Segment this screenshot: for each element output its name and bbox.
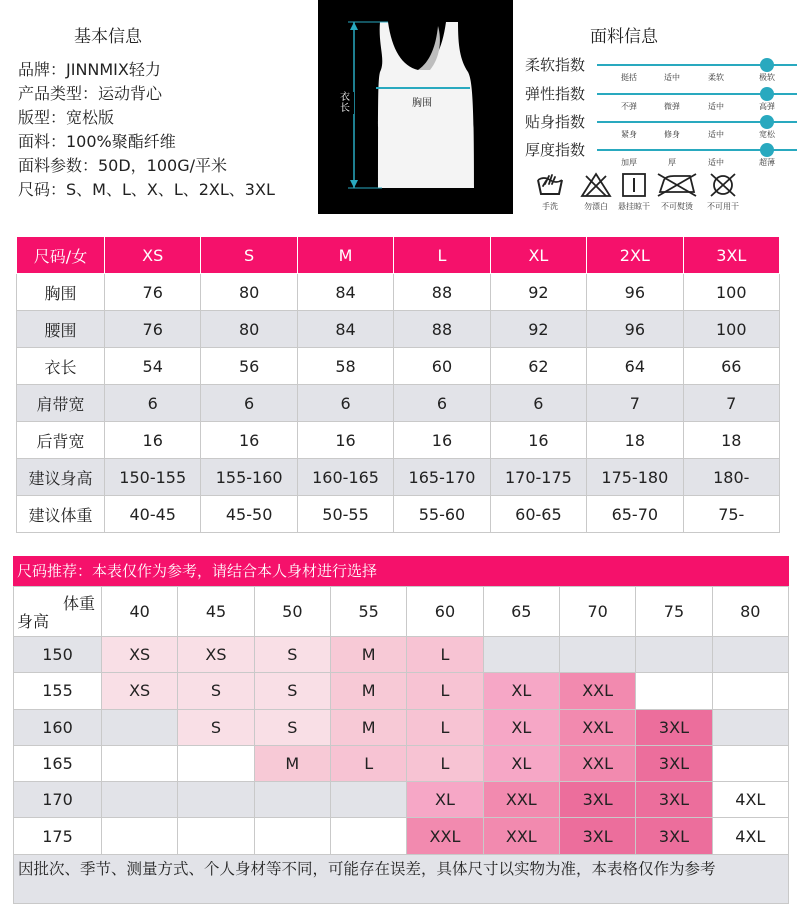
care-label: 不可熨烫 (661, 202, 693, 211)
recommend-cell (330, 782, 406, 818)
product-photo (318, 0, 513, 214)
care-item (614, 172, 654, 216)
table-cell: 76 (105, 311, 201, 348)
table-cell: 56 (201, 348, 297, 385)
recommend-cell: XXL (407, 818, 483, 854)
table-cell: 88 (394, 311, 490, 348)
weight-column-header: 50 (254, 587, 330, 637)
row-label: 建议体重 (17, 496, 105, 533)
table-row (14, 673, 789, 709)
no-tumble-dry-icon (700, 172, 746, 198)
table-cell: 80 (201, 311, 297, 348)
fabric-index-option: 挺括 (621, 73, 637, 82)
weight-column-header: 70 (559, 587, 635, 637)
fabric-index-option: 厚 (668, 158, 676, 167)
table-row (14, 637, 789, 673)
recommend-cell: 3XL (559, 782, 635, 818)
weight-column-header: 80 (712, 587, 788, 637)
corner-weight-label: 体重 (62, 594, 95, 613)
recommend-cell: 3XL (559, 818, 635, 854)
size-column-header: L (394, 237, 490, 274)
recommend-cell: XXL (483, 818, 559, 854)
table-row (17, 385, 780, 422)
fabric-index-marker (760, 58, 774, 72)
no-iron-icon (652, 172, 702, 198)
table-row (17, 496, 780, 533)
recommend-cell (712, 637, 788, 673)
basic-info-line: 产品类型：运动背心 (18, 84, 163, 103)
recommend-cell (254, 782, 330, 818)
recommend-cell: M (330, 637, 406, 673)
table-cell: 64 (587, 348, 683, 385)
table-cell: 92 (490, 311, 586, 348)
corner-height-label: 身高 (17, 612, 50, 631)
table-cell: 54 (105, 348, 201, 385)
recommend-cell (636, 637, 712, 673)
table-cell: 6 (201, 385, 297, 422)
size-table (16, 236, 780, 533)
table-row (14, 818, 789, 854)
care-label: 勿漂白 (584, 202, 608, 211)
recommend-cell (178, 782, 254, 818)
recommend-cell: XXL (559, 745, 635, 781)
fabric-index-option: 适中 (664, 73, 680, 82)
recommend-cell (102, 782, 178, 818)
recommend-corner (14, 587, 102, 637)
basic-info-line: 面料：100%聚酯纤维 (18, 132, 176, 151)
fabric-index-name: 弹性指数 (525, 85, 586, 103)
basic-info-line: 尺码：S、M、L、X、L、2XL、3XL (18, 180, 275, 199)
height-row-label: 150 (14, 637, 102, 673)
care-item (700, 172, 746, 216)
recommend-cell: S (254, 637, 330, 673)
table-cell: 18 (587, 422, 683, 459)
size-column-header: 2XL (587, 237, 683, 274)
recommend-cell: L (407, 637, 483, 673)
recommend-cell (330, 818, 406, 854)
size-column-header: XS (105, 237, 201, 274)
table-cell: 6 (490, 385, 586, 422)
recommend-header-row (14, 587, 789, 637)
recommend-note: 因批次、季节、测量方式、个人身材等不同，可能存在误差，具体尺寸以实物为准，本表格仅作为参考 (13, 854, 789, 904)
basic-info-line: 面料参数：50D，100G/平米 (18, 156, 228, 175)
recommend-cell (178, 745, 254, 781)
recommend-cell (102, 745, 178, 781)
recommend-cell: M (330, 709, 406, 745)
table-cell: 58 (297, 348, 393, 385)
fabric-index-option: 微弹 (664, 102, 680, 111)
recommend-cell (636, 673, 712, 709)
table-cell: 150-155 (105, 459, 201, 496)
size-column-header: XL (490, 237, 586, 274)
care-item (576, 172, 616, 216)
weight-column-header: 40 (102, 587, 178, 637)
recommend-cell (178, 818, 254, 854)
table-cell: 75- (683, 496, 779, 533)
fabric-index-option: 超薄 (759, 158, 775, 167)
fabric-index-option: 适中 (708, 130, 724, 139)
recommend-cell: XXL (559, 673, 635, 709)
table-cell: 165-170 (394, 459, 490, 496)
recommend-cell: S (178, 673, 254, 709)
recommend-cell: XL (407, 782, 483, 818)
fabric-index-option: 极软 (759, 73, 775, 82)
fabric-index-row (525, 139, 795, 175)
table-cell: 16 (297, 422, 393, 459)
recommend-cell: 3XL (636, 818, 712, 854)
height-row-label: 175 (14, 818, 102, 854)
table-row (17, 311, 780, 348)
table-cell: 96 (587, 311, 683, 348)
table-cell: 170-175 (490, 459, 586, 496)
basic-info-line: 版型：宽松版 (18, 108, 115, 127)
recommend-cell: XS (102, 673, 178, 709)
table-cell: 62 (490, 348, 586, 385)
fabric-index-marker (760, 143, 774, 157)
recommend-cell (483, 637, 559, 673)
table-cell: 55-60 (394, 496, 490, 533)
care-item (652, 172, 702, 216)
size-column-header: S (201, 237, 297, 274)
fabric-index-option: 宽松 (759, 130, 775, 139)
fabric-index-marker (760, 115, 774, 129)
table-cell: 160-165 (297, 459, 393, 496)
care-label: 悬挂晾干 (618, 202, 650, 211)
table-cell: 92 (490, 274, 586, 311)
table-cell: 155-160 (201, 459, 297, 496)
recommend-cell (102, 709, 178, 745)
size-column-header: 3XL (683, 237, 779, 274)
table-cell: 40-45 (105, 496, 201, 533)
table-cell: 50-55 (297, 496, 393, 533)
fabric-index-option: 适中 (708, 102, 724, 111)
weight-column-header: 55 (330, 587, 406, 637)
recommend-cell: 3XL (636, 745, 712, 781)
recommend-cell (254, 818, 330, 854)
basic-info-line: 品牌：JINNMIX轻力 (18, 60, 161, 79)
weight-column-header: 60 (407, 587, 483, 637)
recommend-cell (102, 818, 178, 854)
recommend-cell: XS (178, 637, 254, 673)
table-cell: 100 (683, 274, 779, 311)
size-column-header: M (297, 237, 393, 274)
recommend-cell: XL (483, 673, 559, 709)
recommend-cell (712, 673, 788, 709)
table-cell: 18 (683, 422, 779, 459)
table-cell: 80 (201, 274, 297, 311)
height-row-label: 160 (14, 709, 102, 745)
table-cell: 6 (297, 385, 393, 422)
weight-column-header: 65 (483, 587, 559, 637)
table-cell: 66 (683, 348, 779, 385)
table-cell: 60-65 (490, 496, 586, 533)
recommend-cell (712, 745, 788, 781)
fabric-index-option: 适中 (708, 158, 724, 167)
size-table-header (17, 237, 780, 274)
recommend-cell: 4XL (712, 818, 788, 854)
fabric-index-name: 厚度指数 (525, 141, 586, 159)
no-bleach-icon (576, 172, 616, 198)
height-row-label: 165 (14, 745, 102, 781)
table-cell: 84 (297, 311, 393, 348)
recommend-cell: 3XL (636, 782, 712, 818)
length-label: 衣长 (340, 92, 354, 114)
table-row (17, 274, 780, 311)
table-cell: 16 (201, 422, 297, 459)
chest-label: 胸围 (412, 98, 432, 109)
recommend-cell: XXL (483, 782, 559, 818)
table-row (14, 745, 789, 781)
table-cell: 16 (394, 422, 490, 459)
table-cell: 6 (394, 385, 490, 422)
recommend-cell: XS (102, 637, 178, 673)
table-cell: 84 (297, 274, 393, 311)
table-row (14, 782, 789, 818)
table-row (17, 348, 780, 385)
row-label: 衣长 (17, 348, 105, 385)
table-cell: 65-70 (587, 496, 683, 533)
care-item (532, 172, 568, 216)
fabric-index-option: 加厚 (621, 158, 637, 167)
fabric-index-name: 贴身指数 (525, 113, 586, 131)
height-row-label: 155 (14, 673, 102, 709)
table-row (17, 459, 780, 496)
table-cell: 16 (490, 422, 586, 459)
recommend-cell: S (254, 709, 330, 745)
fabric-index-marker (760, 87, 774, 101)
recommend-cell: M (254, 745, 330, 781)
recommend-cell: L (407, 745, 483, 781)
table-cell: 180- (683, 459, 779, 496)
table-cell: 175-180 (587, 459, 683, 496)
table-cell: 6 (105, 385, 201, 422)
recommend-cell: S (178, 709, 254, 745)
size-table-corner: 尺码/女 (17, 237, 105, 274)
recommend-cell: L (407, 673, 483, 709)
row-label: 后背宽 (17, 422, 105, 459)
fabric-index-option: 修身 (664, 130, 680, 139)
recommend-cell (559, 637, 635, 673)
recommend-cell: S (254, 673, 330, 709)
weight-column-header: 75 (636, 587, 712, 637)
row-label: 肩带宽 (17, 385, 105, 422)
table-cell: 96 (587, 274, 683, 311)
fabric-index-option: 不弹 (621, 102, 637, 111)
recommend-cell: 3XL (636, 709, 712, 745)
table-cell: 16 (105, 422, 201, 459)
care-label: 不可用干 (707, 202, 739, 211)
table-cell: 100 (683, 311, 779, 348)
hang-dry-icon (614, 172, 654, 198)
row-label: 胸围 (17, 274, 105, 311)
basic-info-list (18, 58, 275, 202)
hand-wash-icon (532, 172, 568, 198)
row-label: 腰围 (17, 311, 105, 348)
care-label: 手洗 (542, 202, 558, 211)
table-row (17, 422, 780, 459)
table-cell: 76 (105, 274, 201, 311)
table-cell: 7 (587, 385, 683, 422)
table-row (14, 709, 789, 745)
height-row-label: 170 (14, 782, 102, 818)
fabric-info-title: 面料信息 (590, 27, 658, 47)
recommend-banner: 尺码推荐：本表仅作为参考，请结合本人身材进行选择 (13, 556, 789, 586)
recommend-cell (712, 709, 788, 745)
recommend-cell: XL (483, 709, 559, 745)
fabric-index-name: 柔软指数 (525, 56, 586, 74)
table-cell: 45-50 (201, 496, 297, 533)
table-cell: 60 (394, 348, 490, 385)
recommend-cell: L (330, 745, 406, 781)
table-cell: 7 (683, 385, 779, 422)
recommend-cell: M (330, 673, 406, 709)
fabric-index-option: 紧身 (621, 130, 637, 139)
recommend-cell: XXL (559, 709, 635, 745)
fabric-index-option: 柔软 (708, 73, 724, 82)
recommend-cell: 4XL (712, 782, 788, 818)
fabric-index-option: 高弹 (759, 102, 775, 111)
table-cell: 88 (394, 274, 490, 311)
weight-column-header: 45 (178, 587, 254, 637)
basic-info-title: 基本信息 (74, 27, 142, 47)
recommend-table (13, 586, 789, 855)
row-label: 建议身高 (17, 459, 105, 496)
recommend-cell: XL (483, 745, 559, 781)
recommend-cell: L (407, 709, 483, 745)
